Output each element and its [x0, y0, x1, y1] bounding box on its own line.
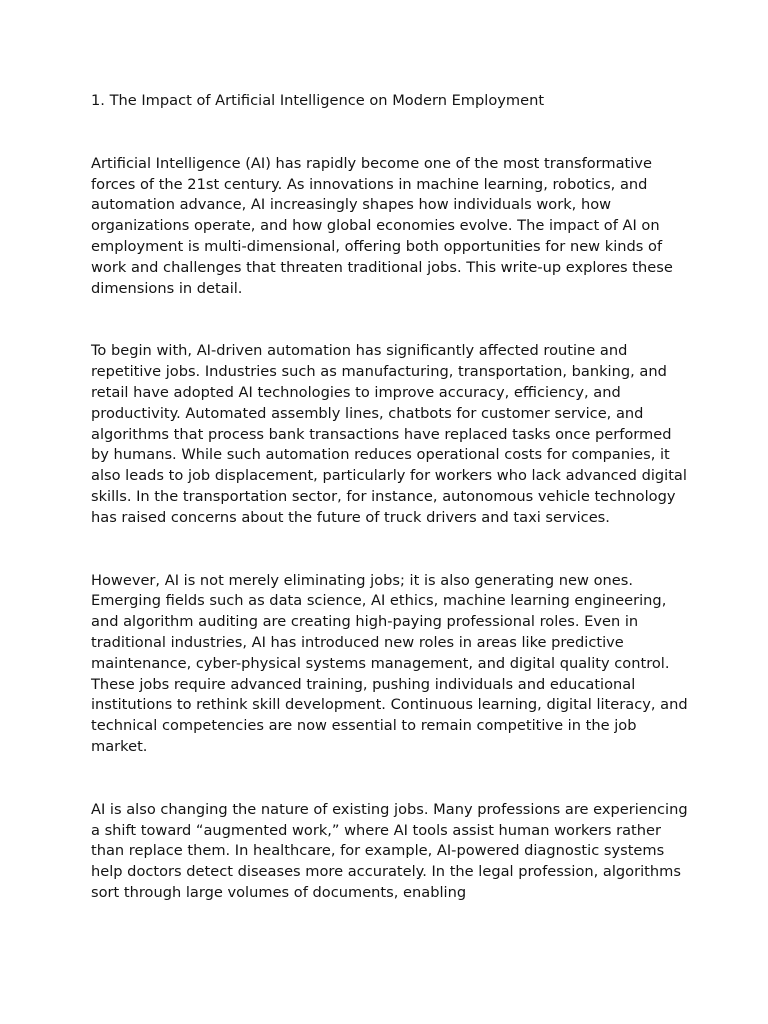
paragraph-automation: To begin with, AI-driven automation has significantly affected routine and repetitive jobs. Industries such as manufacturing, transportation, banking, and retail have adopted AI technologies to improve accuracy, efficiency, and productivity. Automated assembly lines, chatbots for customer service, and algorithms that process bank transactions have replaced tasks once performed by humans. While such automation reduces operational costs for companies, it also leads to job displacement, particularly for workers who lack advanced digital skills. In the transportation sector, for instance, autonomous vehicle technology has raised concerns about the future of truck drivers and taxi services. — [91, 342, 687, 526]
document-heading: 1. The Impact of Artificial Intelligence on Modern Employment — [91, 92, 545, 109]
paragraph-intro: Artificial Intelligence (AI) has rapidly become one of the most transformative forces of the 21st century. As innovations in machine learning, robotics, and automation advance, AI increasingly shapes how individuals work, how organizations operate, and how global economies evolve. The impact of AI on employment is multi-dimensional, offering both opportunities for new kinds of work and challenges that threaten traditional jobs. This write-up explores these dimensions in detail. — [91, 154, 673, 297]
document-page — [91, 91, 691, 904]
paragraph-augmented-work: AI is also changing the nature of existing jobs. Many professions are experiencing a shift toward “augmented work,” where AI tools assist human workers rather than replace them. In healthcare, for example, AI-powered diagnostic systems help doctors detect diseases more accurately. In the legal profession, algorithms sort through large volumes of documents, enabling — [91, 800, 688, 901]
paragraph-new-jobs: However, AI is not merely eliminating jobs; it is also generating new ones. Emerging fields such as data science, AI ethics, machine learning engineering, and algorithm auditing are creating high-paying professional roles. Even in traditional industries, AI has introduced new roles in areas like predictive maintenance, cyber-physical systems management, and digital quality control. These jobs require advanced training, pushing individuals and educational institutions to rethink skill development. Continuous learning, digital literacy, and technical competencies are now essential to remain competitive in the job market. — [91, 571, 688, 755]
